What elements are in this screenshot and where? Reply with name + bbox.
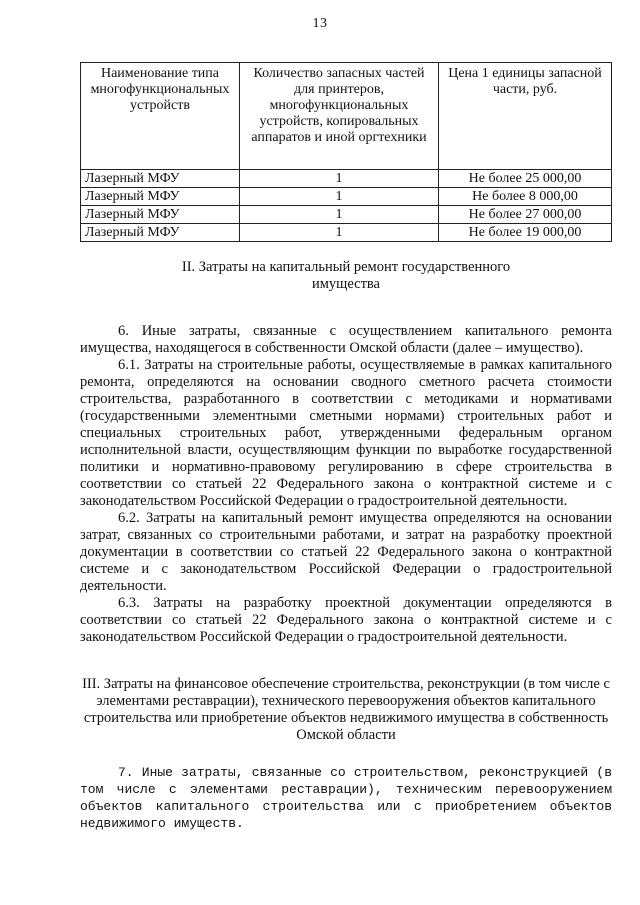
section-2-heading: II. Затраты на капитальный ремонт государственного имущества — [181, 259, 511, 292]
spare-parts-table — [80, 62, 612, 242]
cell-price: Не более 19 000,00 — [439, 224, 612, 242]
paragraph-6-1: 6.1. Затраты на строительные работы, осуществляемые в рамках капитального ремонта, определяются на основании сводного сметного расчета стоимости строительства, разработанного в соответствии с методиками и нормативами (государственными элементными сметными нормами) строительных работ и специальных строительных работ, утвержденными федеральным органом исполнительной власти, осуществляющим функции по выработке государственной политики и нормативно-правовому регулированию в сфере строительства в соответствии со статьей 22 Федерального закона о контрактной системе и с законодательством Российской Федерации о градостроительной деятельности. — [80, 357, 612, 509]
cell-quantity: 1 — [240, 206, 439, 224]
paragraph-6-3: 6.3. Затраты на разработку проектной документации определяются в соответствии со статьей 22 Федерального закона о контрактной системе и с законодательством Российской Федерации о градостроительной деятельности. — [80, 595, 612, 645]
header-quantity: Количество запасных частей для принтеров, многофункциональных устройств, копировальных аппаратов и иной оргтехники — [240, 63, 439, 170]
paragraph-6: 6. Иные затраты, связанные с осуществлением капитального ремонта имущества, находящегося в собственности Омской области (далее – имущество). — [80, 323, 612, 356]
table-row — [81, 170, 612, 188]
cell-quantity: 1 — [240, 170, 439, 188]
paragraph-6-2: 6.2. Затраты на капитальный ремонт имущества определяются на основании затрат, связанных со строительными работами, и затрат на разработку проектной документации в соответствии со статьей 22 Федерального закона о контрактной системе и с законодательством Российской Федерации о градостроительной деятельности. — [80, 510, 612, 594]
header-device-type: Наименование типа многофункциональных устройств — [81, 63, 240, 170]
table-row — [81, 188, 612, 206]
header-unit-price: Цена 1 единицы запасной части, руб. — [439, 63, 612, 170]
cell-price: Не более 8 000,00 — [439, 188, 612, 206]
cell-device-name: Лазерный МФУ — [81, 224, 240, 242]
table-row — [81, 224, 612, 242]
page-number: 13 — [312, 16, 328, 31]
cell-price: Не более 25 000,00 — [439, 170, 612, 188]
table-header-row — [81, 63, 612, 170]
section-3-heading: III. Затраты на финансовое обеспечение строительства, реконструкции (в том числе с элементами реставрации), технического перевооружения объектов капитального строительства или приобретение объектов недвижимого имущества в собственность Омской области — [82, 676, 610, 743]
cell-quantity: 1 — [240, 188, 439, 206]
cell-device-name: Лазерный МФУ — [81, 206, 240, 224]
section-2-body — [80, 323, 612, 646]
cell-price: Не более 27 000,00 — [439, 206, 612, 224]
cell-quantity: 1 — [240, 224, 439, 242]
cell-device-name: Лазерный МФУ — [81, 188, 240, 206]
paragraph-7: 7. Иные затраты, связанные со строительством, реконструкцией (в том числе с элементами реставрации), техническим перевооружением объектов капитального строительства или с приобретением объектов недвижимого имуществ. — [80, 765, 612, 831]
cell-device-name: Лазерный МФУ — [81, 170, 240, 188]
section-3-body — [80, 764, 612, 832]
table-row — [81, 206, 612, 224]
